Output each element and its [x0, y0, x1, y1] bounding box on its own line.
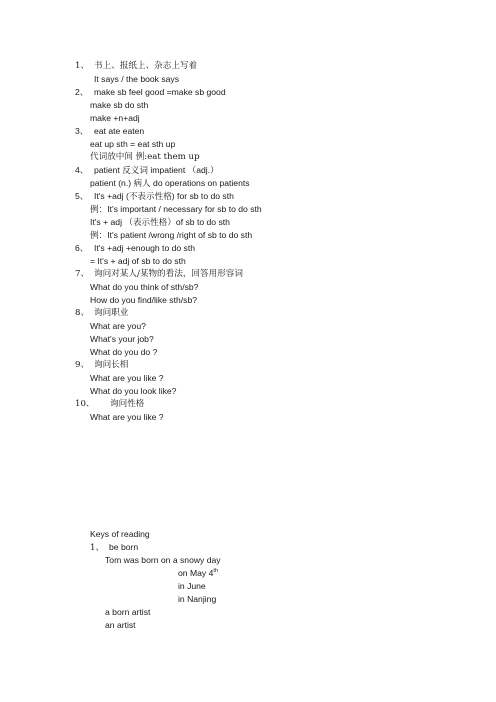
item-number: 7、 [75, 269, 90, 279]
item-6-heading [75, 243, 195, 254]
item-number: 2、 [75, 87, 89, 97]
body-line: What do you think of sth/sb? [90, 282, 199, 292]
body-line: What's your job? [90, 334, 154, 344]
item-title: 询问长相 [94, 360, 129, 370]
body-line: What are you? [90, 321, 146, 331]
body-line: What are you like ? [90, 373, 164, 383]
body-line: It's + adj （表示性格）of sb to do sth [90, 217, 230, 227]
body-line: 代词放中间 例:eat them up [90, 152, 200, 162]
item-title: It's +adj +enough to do sth [94, 243, 196, 253]
item-title: 询问职业 [94, 308, 129, 318]
item-number: 6、 [75, 243, 89, 253]
item-10-heading [75, 399, 144, 410]
item-number: 1、 [75, 61, 90, 71]
item-number: 9、 [75, 360, 90, 370]
item-title: be born [109, 542, 139, 552]
ordinal-suffix: th [213, 568, 218, 574]
body-line: patient (n.) 病人 do operations on patients [90, 178, 250, 188]
item-number: 4、 [75, 165, 89, 175]
item-4-heading [75, 165, 219, 176]
body-line: 例：It's important / necessary for sb to do sth [90, 204, 262, 214]
item-number: 1、 [90, 543, 105, 553]
date-text: on May 4 [178, 568, 214, 578]
body-line [178, 568, 218, 579]
body-line: What do you do ? [90, 347, 158, 357]
item-5-heading [75, 191, 234, 202]
item-title: It's +adj (不表示性格) for sb to do sth [94, 191, 234, 201]
item-title: eat ate eaten [94, 126, 145, 136]
body-line: a born artist [105, 607, 151, 617]
item-number: 10、 [75, 399, 95, 409]
reading-heading: Keys of reading [90, 529, 150, 539]
body-line: What do you look like? [90, 386, 177, 396]
item-title: 询问性格 [110, 399, 145, 409]
body-line: make sb do sth [90, 100, 149, 110]
item-title: 书上、报纸上、杂志上写着 [94, 61, 198, 71]
body-line: What are you like ? [90, 412, 164, 422]
item-title: 询问对某人/某物的看法，回答用形容词 [94, 269, 243, 279]
body-line: How do you find/like sth/sb? [90, 295, 198, 305]
body-line: It says / the book says [94, 74, 180, 84]
body-line: = It's + adj of sb to do sth [90, 256, 186, 266]
body-line: in June [178, 581, 206, 591]
item-2-heading [75, 87, 226, 98]
body-line: Tom was born on a snowy day [105, 555, 221, 565]
body-line: eat up sth = eat sth up [90, 139, 176, 149]
item-7-heading [75, 269, 243, 280]
item-number: 5、 [75, 191, 89, 201]
body-line: make +n+adj [90, 113, 140, 123]
body-line: an artist [105, 620, 136, 630]
item-9-heading [75, 360, 128, 371]
item-3-heading [75, 126, 144, 137]
item-title: make sb feel good =make sb good [94, 87, 226, 97]
reading-item-1 [90, 542, 138, 554]
body-line: in Nanjing [178, 594, 217, 604]
item-number: 8、 [75, 308, 90, 318]
item-1-heading [75, 61, 197, 72]
item-8-heading [75, 308, 128, 319]
item-number: 3、 [75, 126, 89, 136]
body-line: 例：It's patient /wrong /right of sb to do sth [90, 230, 253, 240]
item-title: patient 反义词 impatient （adj.） [94, 165, 219, 175]
